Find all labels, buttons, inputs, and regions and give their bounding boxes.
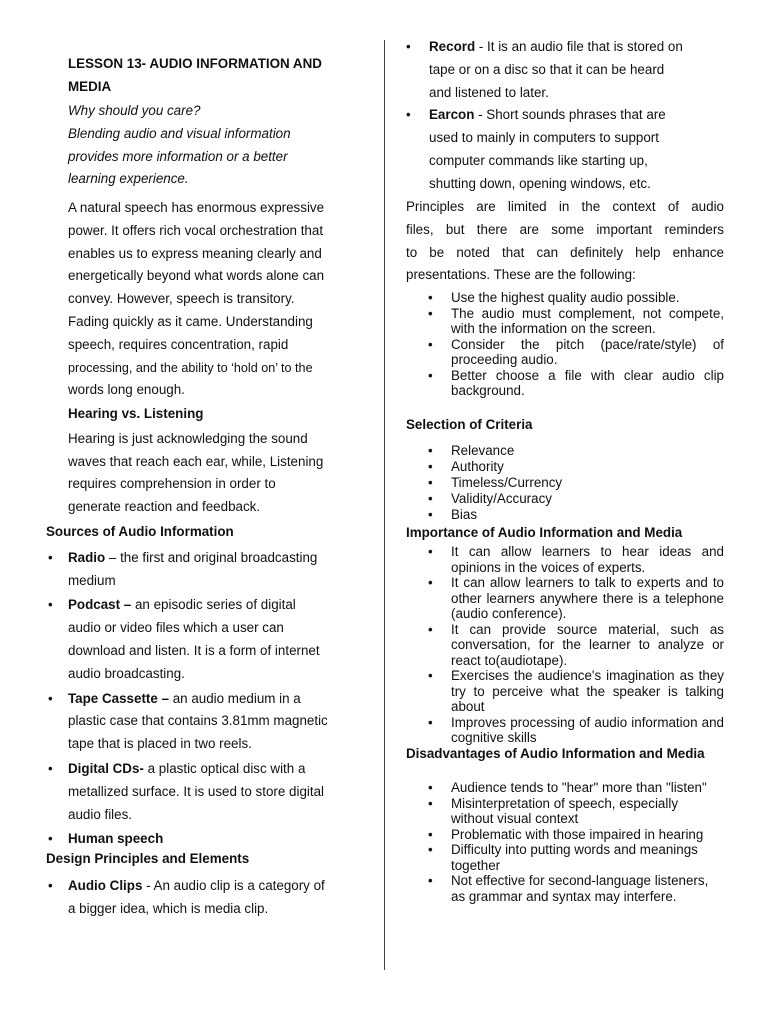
list-item: • It can allow learners to hear ideas and opinions in the voices of experts. [406, 544, 724, 575]
list-item: • Not effective for second-language listeners, as grammar and syntax may interfere. [406, 873, 724, 904]
natural-speech-paragraph: A natural speech has enormous expressive power. It offers rich vocal orchestration that enables us to express meaning clearly and energetically beyond what words alone can convey. However, speech is transitory. Fading quickly as it came. Understanding speech, requires concentration, rapid processing, and the ability to ‘hold on’ to the words long enough. [68, 200, 325, 398]
criteria-heading: Selection of Criteria [406, 417, 533, 432]
importance-list [406, 544, 724, 746]
list-item: • Human speech [46, 828, 364, 851]
principles-paragraph: Principles are limited in the context of audio files, but there are some important reminders to be noted that can definitely help enhance presentations. These are the following: [406, 199, 724, 283]
criteria-list [406, 443, 724, 523]
list-item: • Consider the pitch (pace/rate/style) of proceeding audio. [406, 337, 724, 368]
list-item: • Timeless/Currency [406, 475, 724, 491]
list-item: • Radio – the first and original broadcasting medium [46, 547, 364, 593]
list-item: • Record - It is an audio file that is stored on tape or on a disc so that it can be heard and listened to later. [406, 36, 724, 104]
list-item: • Authority [406, 459, 724, 475]
hearing-section: Hearing vs. Listening Hearing is just acknowledging the sound waves that reach each ear, while, Listening requires comprehension in order to generate reaction and feedback. [68, 403, 368, 519]
design-heading: Design Principles and Elements [46, 851, 250, 866]
disadvantages-heading: Disadvantages of Audio Information and Media [406, 746, 705, 761]
principles-list [406, 290, 724, 399]
sources-heading: Sources of Audio Information [46, 524, 234, 539]
list-item: • Audio Clips - An audio clip is a category of a bigger idea, which is media clip. [46, 875, 364, 921]
record-earcon-list [406, 36, 724, 196]
design-section [46, 848, 364, 920]
hearing-heading: Hearing vs. Listening [68, 406, 204, 421]
list-item: • Earcon - Short sounds phrases that are used to mainly in computers to support computer commands like starting up, shutting down, opening windows, etc. [406, 104, 724, 195]
list-item: • Misinterpretation of speech, especially without visual context [406, 796, 724, 827]
lesson-title: LESSON 13- AUDIO INFORMATION AND MEDIA [68, 56, 322, 94]
importance-heading: Importance of Audio Information and Media [406, 525, 683, 540]
list-item: • The audio must complement, not compete, with the information on the screen. [406, 306, 724, 337]
list-item: • Improves processing of audio information and cognitive skills [406, 715, 724, 746]
list-item: • Difficulty into putting words and meanings together [406, 842, 724, 873]
list-item: • Podcast – an episodic series of digital audio or video files which a user can download and listen. It is a form of internet audio broadcasting. [46, 594, 364, 685]
list-item: • Better choose a file with clear audio clip background. [406, 368, 724, 399]
disadvantages-list [406, 780, 724, 904]
list-item: • Problematic with those impaired in hearing [406, 827, 724, 843]
list-item: • Exercises the audience's imagination as they try to perceive what the speaker is talking about [406, 668, 724, 715]
list-item: • Relevance [406, 443, 724, 459]
sources-section [46, 521, 364, 851]
list-item: • Bias [406, 507, 724, 523]
list-item: • Audience tends to "hear" more than "listen" [406, 780, 724, 796]
column-divider [384, 40, 385, 970]
list-item: • It can allow learners to talk to experts and to other learners anywhere there is a telephone (audio conference). [406, 575, 724, 622]
list-item: • Use the highest quality audio possible. [406, 290, 724, 306]
list-item: • Digital CDs- a plastic optical disc with a metallized surface. It is used to store digital audio files. [46, 758, 364, 826]
why-section: Why should you care? Blending audio and visual information provides more information or a better learning experience. [68, 100, 368, 191]
list-item: • It can provide source material, such as conversation, for the learner to analyze or react to(audiotape). [406, 622, 724, 669]
why-question: Why should you care? [68, 103, 201, 118]
list-item: • Validity/Accuracy [406, 491, 724, 507]
list-item: • Tape Cassette – an audio medium in a plastic case that contains 3.81mm magnetic tape that is placed in two reels. [46, 688, 364, 756]
